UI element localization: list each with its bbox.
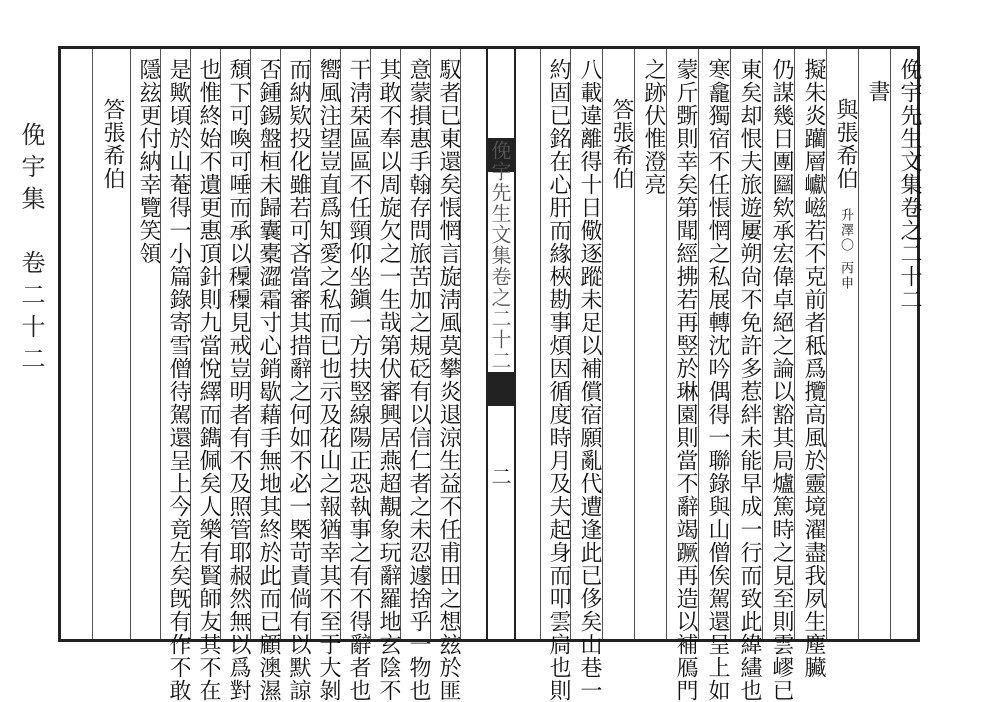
margin-label: 俛宇集 卷二十二 xyxy=(17,122,45,378)
text-line: 其敢不奉以周旋欠之一生哉第伏審興居燕超覯象玩辭羅地玄陰不 xyxy=(376,58,401,702)
text-line: 約固已銘在心肝而緣梜勘事煩因循度時月及夫起身而叩雲扃也則 xyxy=(546,58,571,702)
column-rule xyxy=(130,49,131,639)
text-line: 否鍾錫盤桓未歸囊橐澀霜寸心銷歇藉手無地其終於此而已顧澳濕 xyxy=(256,58,281,702)
text-line: 干淸栞區區不任頸仰坐鎭一方扶竪線陽正恐執事之有不得辭者也 xyxy=(346,58,371,702)
fish-tail-bottom xyxy=(486,372,516,406)
text-line: 而納欵投化雖若可吝當審其措辭之何如不必一槩苛責倘有以默諒 xyxy=(286,58,311,702)
column-rule xyxy=(540,49,541,639)
text-line: 頹下可喚可唾而承以𥣝𥣝見戒豈明者有不及照管耶赧然無以爲對 xyxy=(226,58,251,702)
letter-date-note: 丙申 xyxy=(838,261,853,291)
text-line: 隱玆更付納幸覽笑領 xyxy=(136,58,161,265)
book-title: 俛宇先生文集卷之二十二 xyxy=(897,58,922,311)
text-line: 寒龕獨宿不任悵惘之私展轉沈吟偶得一聯錄與山僧俟駕還呈上如 xyxy=(705,58,730,702)
reply-heading: 答張希伯 xyxy=(609,98,634,190)
text-line: 嚮風注望豈直爲知愛之私而已也示及花山之報猶幸其不至于大剝 xyxy=(316,58,341,702)
text-line: 是歟頃於山菴得一小篇錄寄雪僧待駕還呈上今竟左矣旣有作不敢 xyxy=(166,58,191,702)
text-line: 也惟終始不遺更惠頂針則九當悅繹而鐫佩矣人樂有賢師友其不在 xyxy=(196,58,221,702)
column-rule xyxy=(92,49,93,639)
text-line: 蒙斤斲則幸矣第聞經拂若再竪於琳園則當不辭竭蹶再造以補鴈門 xyxy=(673,58,698,702)
text-line: 意蒙損惠手翰存問旅苦加之規砭有以信仁者之未忍遽捨乎一物也 xyxy=(406,58,431,702)
text-line: 東矣却恨夫旅遊屢朔尙不免許多惹絆未能早成一行而致此緯繣也 xyxy=(737,58,762,702)
letter-heading-title: 與張希伯 xyxy=(833,98,858,190)
text-line: 之跡伏惟澄亮 xyxy=(641,58,666,196)
reply-heading: 答張希伯 xyxy=(100,98,125,190)
running-title: 俛宇先生文集卷之二十二 xyxy=(488,140,512,371)
section-heading: 書 xyxy=(865,80,890,103)
text-line: 擬朱炎躪層巘嵫若不克前者秪爲攬高風於靈境濯盡我夙生塵臟 xyxy=(801,58,826,679)
text-line: 八載違離得十日儆逐蹤未足以補償宿願亂代遭逢此已侈矣山巷一 xyxy=(577,58,602,702)
text-line: 仍謀幾日團圝欸承宏偉卓絕之論以豁其局爐篤時之見至則雲嵺已 xyxy=(769,58,794,702)
column-rule xyxy=(890,49,891,639)
letter-date-prefix: 升澤〇 xyxy=(838,208,853,253)
text-line: 馭者已東還矣悵惘言旋淸風莫攀炎退涼生益不任甫田之想玆於匪 xyxy=(436,58,461,702)
page-number: 二 xyxy=(488,466,512,486)
letter-heading xyxy=(829,98,861,291)
